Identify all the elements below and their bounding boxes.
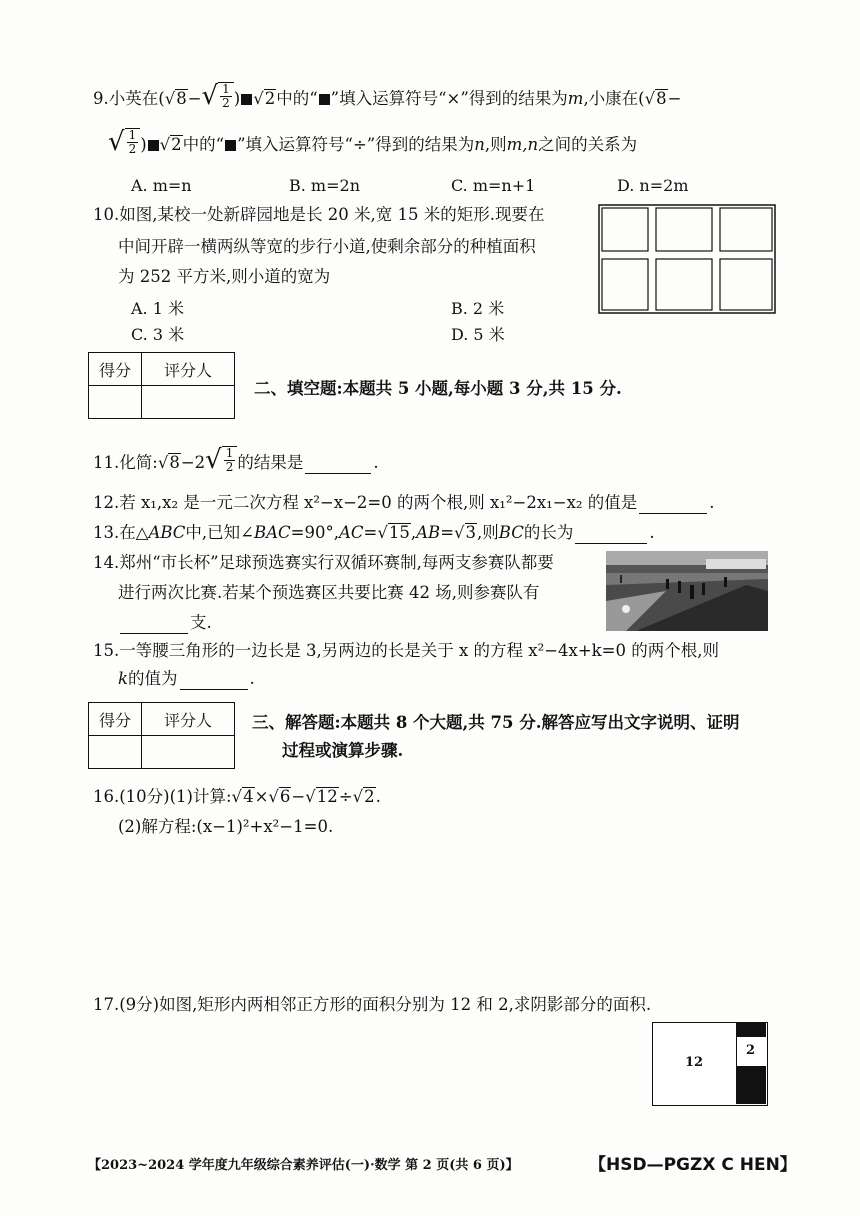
q13: 13.在△ABC中,已知∠BAC=90°,AC=√15,AB=√3,则BC的长为 . bbox=[93, 523, 655, 542]
q12-text: 12.若 x₁,x₂ 是一元二次方程 x²−x−2=0 的两个根,则 x₁²−2x₁−x₂ 的值是 bbox=[93, 493, 638, 512]
radical-8: √8 bbox=[164, 89, 187, 108]
q11-frac-num: 1 bbox=[225, 446, 234, 460]
q9-option-d: D. n=2m bbox=[617, 176, 689, 195]
score-header-2: 得分 bbox=[89, 703, 142, 736]
radicand-2: 2 bbox=[264, 89, 276, 108]
q12-answer-blank[interactable] bbox=[639, 497, 707, 514]
q11-radical-half: √ $\frac{1}{2}$ bbox=[205, 446, 237, 474]
q10-option-c: C. 3 米 bbox=[131, 325, 185, 344]
q13-ab: AB bbox=[416, 523, 441, 542]
q9-option-a: A. m=n bbox=[131, 176, 192, 195]
section3-title-line1: 三、解答题:本题共 8 个大题,共 75 分.解答应写出文字说明、证明 bbox=[252, 713, 740, 732]
q15-answer-blank[interactable] bbox=[180, 673, 248, 690]
black-square-icon bbox=[225, 140, 236, 151]
square-12 bbox=[653, 1023, 737, 1104]
q10-line2: 中间开辟一横两纵等宽的步行小道,使剩余部分的种植面积 bbox=[118, 237, 536, 256]
label-2: 2 bbox=[746, 1043, 756, 1058]
q16-part2: (2)解方程:(x−1)²+x²−1=0. bbox=[118, 817, 334, 836]
section3-title-line2: 过程或演算步骤. bbox=[282, 741, 404, 760]
soccer-photo bbox=[606, 551, 768, 631]
q15-line1: 15.一等腰三角形的一边长是 3,另两边的长是关于 x 的方程 x²−4x+k=0 的两个根,则 bbox=[93, 641, 719, 660]
q16-times: × bbox=[254, 787, 269, 806]
q13-ac: AC bbox=[339, 523, 364, 542]
grader-header-2: 评分人 bbox=[142, 703, 235, 736]
q11-text-b: −2 bbox=[180, 453, 206, 472]
minus-sign: − bbox=[187, 89, 202, 108]
q9-text-c2: 中的“ bbox=[182, 135, 225, 154]
q11-text-a: 11.化简: bbox=[93, 453, 158, 472]
q13-comma: , bbox=[410, 523, 417, 542]
score-table-section3 bbox=[88, 702, 235, 769]
q9-text-d2: ”填入运算符号“÷”得到的结果为 bbox=[237, 135, 475, 154]
q16-radicand-6: 6 bbox=[279, 787, 291, 806]
q13-eq2: = bbox=[440, 523, 455, 542]
q13-bac: BAC bbox=[254, 523, 291, 542]
score-cell-2[interactable] bbox=[89, 736, 142, 769]
q11-answer-blank[interactable] bbox=[305, 457, 371, 474]
q14-line1: 14.郑州“市长杯”足球预选赛实行双循环赛制,每两支参赛队都要 bbox=[93, 553, 554, 572]
q10-line3: 为 252 平方米,则小道的宽为 bbox=[118, 267, 331, 286]
label-12: 12 bbox=[685, 1055, 704, 1070]
q9-text-e2: ,则 bbox=[484, 135, 507, 154]
q9-option-b: B. m=2n bbox=[289, 176, 360, 195]
q13-text-a: 13.在△ bbox=[93, 523, 149, 542]
q14-answer-blank[interactable] bbox=[120, 617, 188, 634]
q13-radicand-3: 3 bbox=[465, 523, 477, 542]
q11-radicand-8: 8 bbox=[169, 453, 180, 472]
grader-cell-2[interactable] bbox=[142, 736, 235, 769]
q16-radicand-4: 4 bbox=[243, 787, 254, 806]
radicand-8b: 8 bbox=[656, 89, 667, 108]
q16-part1: 16.(10分)(1)计算:√4×√6−√12÷√2. bbox=[93, 787, 381, 806]
footer-right: 【HSD—PGZX C HEN】 bbox=[589, 1155, 797, 1175]
square-2 bbox=[737, 1037, 766, 1067]
q9-option-c: C. m=n+1 bbox=[451, 176, 536, 195]
fraction-half-b bbox=[127, 129, 139, 156]
score-header: 得分 bbox=[89, 353, 142, 386]
garden-figure bbox=[598, 204, 776, 314]
q10-option-d: D. 5 米 bbox=[451, 325, 505, 344]
black-square-icon bbox=[241, 94, 252, 105]
q11-text-c: 的结果是 bbox=[237, 453, 304, 472]
shaded-bottom bbox=[737, 1067, 766, 1104]
q16-radicand-12: 12 bbox=[316, 787, 338, 806]
radical-half-b: √ $\frac{1}{2}$ bbox=[108, 128, 140, 156]
q15-var-k: k bbox=[118, 669, 128, 688]
q9-text-f2: 之间的关系为 bbox=[538, 135, 638, 154]
q10-option-a: A. 1 米 bbox=[131, 299, 184, 318]
minus-sign-b: − bbox=[667, 89, 682, 108]
q11: 11.化简:√8−2 √ $\frac{1}{2}$ 的结果是 . bbox=[93, 445, 379, 475]
q16-text-a: 16.(10分)(1)计算: bbox=[93, 787, 232, 806]
q9-text-a: 9.小英在( bbox=[93, 89, 165, 108]
q13-abc: ABC bbox=[148, 523, 186, 542]
var-n: n bbox=[474, 135, 485, 154]
radical-half: √ $\frac{1}{2}$ bbox=[202, 82, 234, 110]
radicand-8: 8 bbox=[176, 89, 187, 108]
score-table-section2 bbox=[88, 352, 235, 419]
q13-text-g: ,则 bbox=[477, 523, 499, 542]
q9-text-d: ”填入运算符号“×”得到的结果为 bbox=[330, 89, 568, 108]
q9-line2: √ $\frac{1}{2}$ ) √2中的“ ”填入运算符号“÷”得到的结果为n,则m,n之间的关系为 bbox=[108, 127, 638, 157]
q9-text-e: ,小康在( bbox=[583, 89, 645, 108]
q13-radicand-15: 15 bbox=[388, 523, 410, 542]
q14-line3 bbox=[118, 612, 212, 634]
q14-text-end: 支. bbox=[190, 613, 212, 632]
black-square-icon bbox=[148, 140, 159, 151]
var-mn: m,n bbox=[506, 135, 539, 154]
black-square-icon bbox=[319, 94, 330, 105]
q10-option-b: B. 2 米 bbox=[451, 299, 505, 318]
score-cell[interactable] bbox=[89, 386, 142, 419]
q15-text-b: 的值为 bbox=[128, 669, 178, 688]
fraction-half bbox=[220, 83, 232, 110]
frac-num-b: 1 bbox=[128, 128, 137, 142]
frac-den-b: 2 bbox=[128, 142, 137, 156]
q16-minus: − bbox=[291, 787, 306, 806]
q13-eq1: = bbox=[363, 523, 378, 542]
q13-text-h: 的长为 bbox=[523, 523, 574, 542]
q12: 12.若 x₁,x₂ 是一元二次方程 x²−x−2=0 的两个根,则 x₁²−2x₁−x₂ 的值是 . bbox=[93, 493, 715, 512]
grader-header: 评分人 bbox=[142, 353, 235, 386]
footer-left: 【2023~2024 学年度九年级综合素养评估(一)·数学 第 2 页(共 6 页)】 bbox=[88, 1158, 519, 1173]
shaded-top bbox=[737, 1023, 766, 1037]
q17-rectangle-figure bbox=[652, 1022, 768, 1106]
q16-dot: . bbox=[375, 787, 381, 806]
q11-fraction bbox=[224, 447, 236, 474]
q13-answer-blank[interactable] bbox=[575, 527, 647, 544]
q16-radicand-2: 2 bbox=[364, 787, 375, 806]
q13-bc: BC bbox=[498, 523, 524, 542]
radicand-2b: 2 bbox=[171, 135, 182, 154]
q14-line2: 进行两次比赛.若某个预选赛区共要比赛 42 场,则参赛队有 bbox=[118, 583, 540, 602]
q15-line2: k的值为 . bbox=[118, 669, 255, 688]
q17-text: 17.(9分)如图,矩形内两相邻正方形的面积分别为 12 和 2,求阴影部分的面积. bbox=[93, 995, 652, 1014]
frac-num: 1 bbox=[222, 82, 230, 96]
q9-paren-close-b: ) bbox=[140, 135, 147, 154]
section2-title: 二、填空题:本题共 5 小题,每小题 3 分,共 15 分. bbox=[254, 379, 622, 398]
grader-cell[interactable] bbox=[142, 386, 235, 419]
q13-text-b: 中,已知∠ bbox=[185, 523, 254, 542]
frac-den: 2 bbox=[222, 96, 230, 110]
q10-line1: 10.如图,某校一处新辟园地是长 20 米,宽 15 米的矩形.现要在 bbox=[93, 205, 545, 224]
var-m: m bbox=[567, 89, 584, 108]
q9-text-c: 中的“ bbox=[276, 89, 318, 108]
q9-paren-close: ) bbox=[233, 89, 241, 108]
q11-frac-den: 2 bbox=[225, 460, 234, 474]
q16-div: ÷ bbox=[338, 787, 353, 806]
q13-text-c: =90°, bbox=[290, 523, 339, 542]
q9-line1: 9.小英在(√8− √ $\frac{1}{2}$ ) √2中的“ ”填入运算符号“×”得到的结果为m,小康在(√8− bbox=[93, 81, 682, 111]
